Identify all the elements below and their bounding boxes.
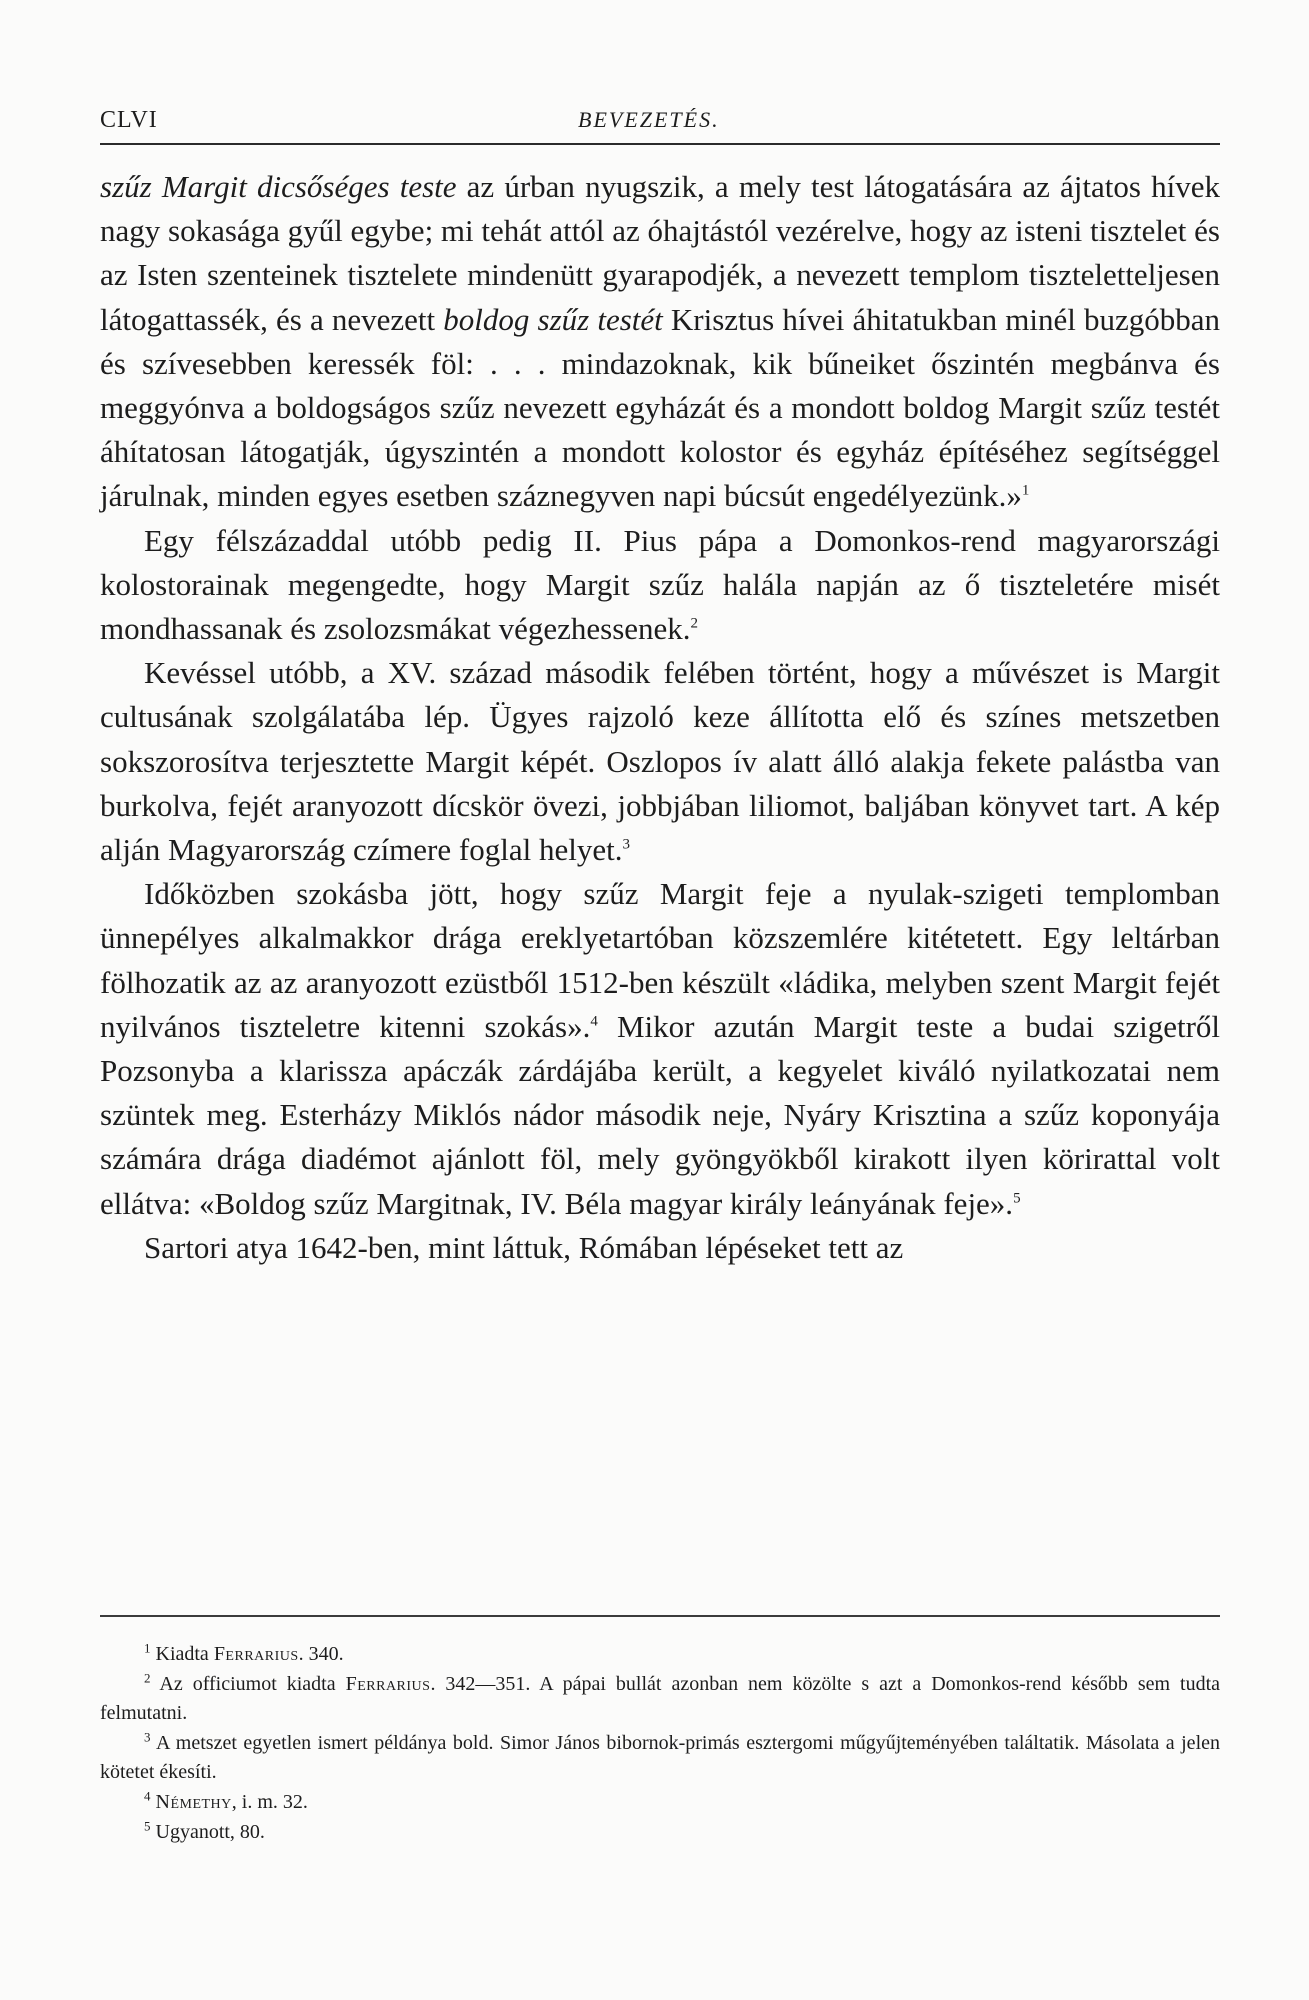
footnote-4-author: Némethy <box>155 1790 232 1813</box>
footnote-5 <box>100 1818 1220 1848</box>
footnote-2-post: . 342—351. A pápai bullát azonban nem közölte s azt a Domonkos-rend később sem tudta felmutatni. <box>100 1672 1221 1725</box>
footnote-ref-2: 2 <box>690 615 699 632</box>
footnote-1-pre: Kiadta <box>155 1643 214 1665</box>
footnote-4-mark: 4 <box>144 1788 151 1804</box>
paragraph-2-text: Egy félszázaddal utóbb pedig II. Pius pápa a Domonkos-rend magyarországi kolostorainak megengedte, hogy Margit szűz halála napján az ő tiszteletére misét mondhassanak és zsolozsmákat végezhessenek. <box>100 522 1220 647</box>
paragraph-4 <box>100 872 1220 1226</box>
paragraph-2 <box>100 519 1220 652</box>
footnote-5-mark: 5 <box>144 1817 151 1833</box>
footnote-3 <box>100 1729 1220 1788</box>
paragraph-1 <box>100 165 1220 519</box>
footnote-5-pre: Ugyanott, 80. <box>155 1820 265 1843</box>
paragraph-1-italic-a: szűz Margit dicsőséges teste <box>100 169 457 204</box>
footnote-4-post: , i. m. 32. <box>231 1790 308 1813</box>
paragraph-5-text: Sartori atya 1642-ben, mint láttuk, Rómában lépéseket tett az <box>144 1229 904 1265</box>
footnote-ref-4: 4 <box>590 1013 598 1030</box>
paragraph-1-italic-c: boldog szűz testét <box>443 301 663 337</box>
paragraph-5 <box>100 1226 1220 1270</box>
footnote-2 <box>100 1670 1220 1729</box>
footnote-1-post: . 340. <box>298 1643 344 1665</box>
paragraph-4-text-a: Időközben szokásba jött, hogy szűz Margit feje a nyulak-szigeti templomban ünnepélyes alkalmakkor drága ereklyetartóban közszemlére kitétetett. Egy leltárban fölhozatik az az aranyozott ezüstből 1512-ben készült «ládika, melyben szent Margit fejét nyilvános tiszteletre kitenni szokás». <box>100 876 1220 1044</box>
page-number: CLVI <box>100 107 158 133</box>
page-header <box>100 103 1220 145</box>
footnote-2-author: Ferrarius <box>345 1672 431 1695</box>
footnote-ref-5: 5 <box>1013 1190 1021 1207</box>
footnotes <box>100 1640 1220 1847</box>
footnote-separator <box>100 1615 1220 1617</box>
footnote-1-mark: 1 <box>144 1640 151 1656</box>
body-text <box>100 165 1220 1270</box>
paragraph-3 <box>100 651 1220 872</box>
paragraph-1-text-d: Krisztus hívei áhitatukban minél buzgóbban és szívesebben keressék föl: . . . mindazoknak, kik bűneiket őszintén megbánva és meggyónva a boldogságos szűz nevezett egyházát és a mondott boldog Margit szűz testét áhítatosan látogatják, úgyszintén a mondott kolostor és egyház építéséhez segítséggel járulnak, minden egyes esetben száznegyven napi búcsút engedélyezünk.» <box>100 301 1220 514</box>
footnote-ref-3: 3 <box>622 836 630 853</box>
footnote-3-pre: A metszet egyetlen ismert példánya bold. Simor János bibornok-primás esztergomi műgyűjteményében találtatik. Másolata a jelen kötetet ékesíti. <box>100 1731 1220 1784</box>
footnote-2-pre: Az officiumot kiadta <box>159 1672 346 1695</box>
paragraph-4-text-b: Mikor azután Margit teste a budai szigetről Pozsonyba a klarissza apáczák zárdájába került, a kegyelet kiváló nyilatkozatai nem szüntek meg. Esterházy Miklós nádor második neje, Nyáry Krisztina a szűz koponyája számára drága diadémot ajánlott föl, mely gyöngyökből kirakott ilyen körirattal volt ellátva: «Boldog szűz Margitnak, IV. Béla magyar király leányának feje». <box>100 1008 1221 1221</box>
footnote-1-author: Ferrarius <box>213 1643 299 1665</box>
footnote-4 <box>100 1788 1220 1818</box>
footnote-1 <box>100 1640 1220 1670</box>
running-title: BEVEZETÉS. <box>578 107 720 132</box>
footnote-ref-1: 1 <box>1021 483 1030 500</box>
paragraph-3-text: Kevéssel utóbb, a XV. század második felében történt, hogy a művészet is Margit cultusának szolgálatába lép. Ügyes rajzoló keze állította elő és színes metszetben sokszorosítva terjesztette Margit képét. Oszlopos ív alatt álló alakja fekete palástba van burkolva, fejét aranyozott dícskör övezi, jobbjában liliomot, baljában könyvet tart. A kép alján Magyarország czímere foglal helyet. <box>100 655 1220 868</box>
footnote-2-mark: 2 <box>144 1669 151 1685</box>
footnote-3-mark: 3 <box>144 1729 151 1745</box>
paragraph-1-text-b: az úrban nyugszik, a mely test látogatására az ájtatos hívek nagy sokasága gyűl egybe; mi tehát attól az óhajtástól vezérelve, hogy az isteni tisztelet és az Isten szenteinek tisztelete mindenütt gyarapodjék, a nevezett templom tiszteletteljesen látogattassék, és a nevezett <box>100 169 1220 337</box>
